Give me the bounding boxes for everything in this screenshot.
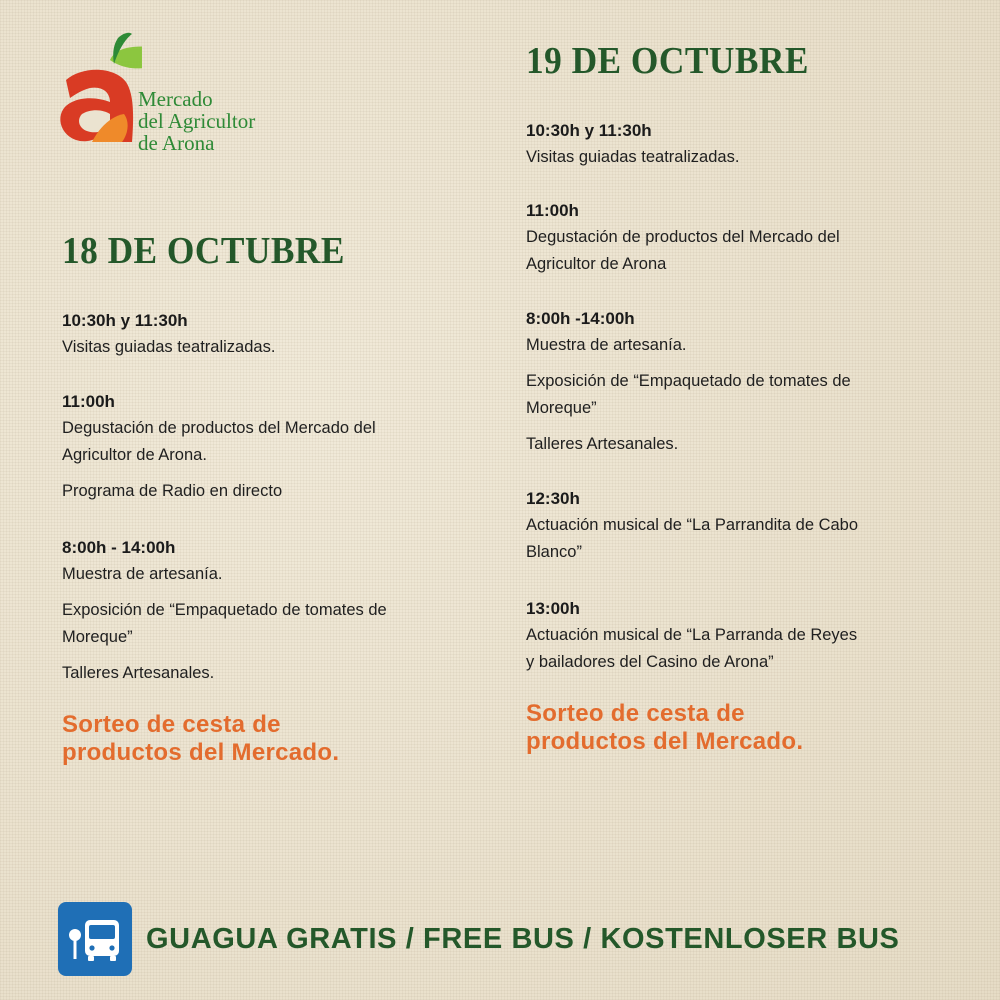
day-2-time-3: 8:00h -14:00h <box>526 309 635 328</box>
day-1-event: Moreque” <box>62 628 133 646</box>
day-1-event: Visitas guiadas teatralizadas. <box>62 338 276 356</box>
day-1-raffle-line-1: Sorteo de cesta de <box>62 711 281 738</box>
day-2-schedule <box>526 38 966 756</box>
free-bus-banner <box>58 902 899 976</box>
day-2-event: Muestra de artesanía. <box>526 336 687 354</box>
day-2-event: Actuación musical de “La Parrandita de Cabo <box>526 516 859 534</box>
day-2-event: Visitas guiadas teatralizadas. <box>526 148 740 166</box>
day-2-time-5: 13:00h <box>526 599 580 618</box>
market-logo <box>52 30 302 160</box>
day-2-event: Talleres Artesanales. <box>526 435 679 453</box>
free-bus-text: GUAGUA GRATIS / FREE BUS / KOSTENLOSER BUS <box>146 922 900 955</box>
day-1-time-2: 11:00h <box>62 392 115 411</box>
day-2-event: Degustación de productos del Mercado del <box>526 228 840 246</box>
day-2-event: y bailadores del Casino de Arona” <box>526 653 774 671</box>
day-2-event: Agricultor de Arona <box>526 255 667 273</box>
day-2-date: 19 DE OCTUBRE <box>526 40 809 82</box>
market-name <box>138 88 255 154</box>
day-2-time-4: 12:30h <box>526 489 580 508</box>
day-1-time-1: 10:30h y 11:30h <box>62 311 188 330</box>
day-1-event: Degustación de productos del Mercado del <box>62 419 376 437</box>
apple-leaf-logo-icon <box>52 30 142 155</box>
market-name-line-3: de Arona <box>138 131 215 155</box>
day-2-event: Exposición de “Empaquetado de tomates de <box>526 372 851 390</box>
market-name-line-1: Mercado <box>138 87 213 111</box>
day-2-time-1: 10:30h y 11:30h <box>526 121 652 140</box>
day-1-time-3: 8:00h - 14:00h <box>62 538 176 557</box>
day-1-event: Muestra de artesanía. <box>62 565 223 583</box>
day-2-event: Blanco” <box>526 543 582 561</box>
day-2-raffle-line-2: productos del Mercado. <box>526 728 804 755</box>
bus-stop-icon <box>58 902 132 976</box>
day-1-schedule <box>62 228 502 767</box>
day-1-event: Talleres Artesanales. <box>62 664 215 682</box>
day-1-event: Exposición de “Empaquetado de tomates de <box>62 601 387 619</box>
day-1-raffle-line-2: productos del Mercado. <box>62 739 340 766</box>
day-2-event: Actuación musical de “La Parranda de Reyes <box>526 626 858 644</box>
day-2-raffle-line-1: Sorteo de cesta de <box>526 700 745 727</box>
market-name-line-2: del Agricultor <box>138 109 256 133</box>
day-2-time-2: 11:00h <box>526 201 579 220</box>
day-1-event: Agricultor de Arona. <box>62 446 207 464</box>
day-1-event: Programa de Radio en directo <box>62 482 283 500</box>
day-1-date: 18 DE OCTUBRE <box>62 230 345 272</box>
day-2-event: Moreque” <box>526 399 597 417</box>
